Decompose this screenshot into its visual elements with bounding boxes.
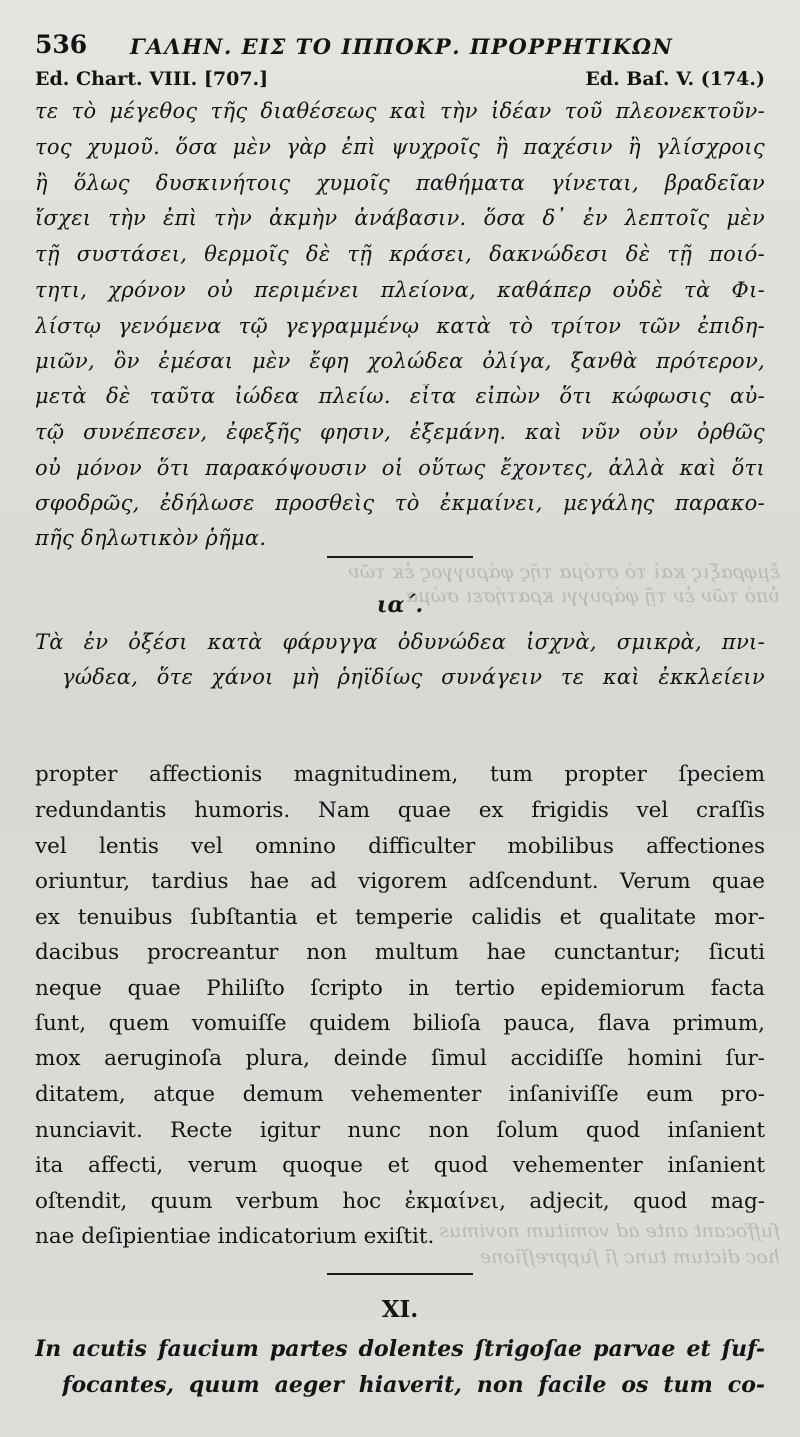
greek-line: τῇ συστάσει, θερμοῖς δὲ τῇ κράσει, δακνώδεσι δὲ τῇ ποιό- <box>35 242 765 266</box>
latin-line: ex tenuibus ſubſtantia et temperie calidis et qualitate mor- <box>35 905 765 930</box>
latin-lemma-line: In acutis faucium partes dolentes ſtrigoſae parvae et ſuf- <box>35 1336 765 1362</box>
latin-line: nunciavit. Recte igitur nunc non ſolum quod inſanient <box>35 1118 765 1143</box>
section-divider <box>327 556 473 558</box>
section-divider <box>327 1273 473 1275</box>
greek-line: λίστῳ γενόμενα τῷ γεγραμμένῳ κατὰ τὸ τρίτον τῶν ἐπιδη- <box>35 314 765 338</box>
greek-line: ἴσχει τὴν ἐπὶ τὴν ἀκμὴν ἀνάβασιν. ὅσα δ᾽ ἐν λεπτοῖς μὲν <box>35 206 765 230</box>
latin-line: propter affectionis magnitudinem, tum propter ſpeciem <box>35 762 765 787</box>
page-header <box>35 30 765 66</box>
bleed-through-text: ἔμφραξις καὶ τὸ στόμα τῆς φάρυγγος ἐκ τῶν ὑπὸ τῶν ἐν τῇ φάρυγγι κρατήσει σώμα <box>348 561 780 607</box>
greek-line: τος χυμοῦ. ὅσα μὲν γὰρ ἐπὶ ψυχροῖς ἢ παχέσιν ἢ γλίσχροις <box>35 135 765 159</box>
latin-line: ditatem, atque demum vehementer inſaniviſſe eum pro- <box>35 1082 765 1107</box>
greek-section-number: ια΄. <box>376 592 424 618</box>
page-number: 536 <box>35 30 88 59</box>
greek-line: τε τὸ μέγεθος τῆς διαθέσεως καὶ τὴν ἰδέαν τοῦ πλεονεκτοῦν- <box>35 99 765 123</box>
greek-line: μετὰ δὲ ταῦτα ἰώδεα πλείω. εἶτα εἰπὼν ὅτι κώφωσις αὐ- <box>35 384 765 408</box>
greek-line: ἢ ὅλως δυσκινήτοις χυμοῖς παθήματα γίνεται, βραδεῖαν <box>35 171 765 195</box>
latin-lemma-line: focantes, quum aeger hiaverit, non facile os tum co- <box>62 1372 765 1398</box>
greek-line: τητι, χρόνον οὐ περιμένει πλείονα, καθάπερ οὐδὲ τὰ Φι- <box>35 278 765 302</box>
latin-line: neque quae Philiſto ſcripto in tertio epidemiorum facta <box>35 976 765 1001</box>
greek-line: πῆς δηλωτικὸν ῥῆμα. <box>35 526 267 550</box>
edition-reference-right: Ed. Baſ. V. (174.) <box>585 68 765 90</box>
greek-line: οὐ μόνον ὅτι παρακόψουσιν οἱ οὕτως ἔχοντες, ἀλλὰ καὶ ὅτι <box>35 456 765 480</box>
bleed-through-text: ſuffocant ante ad vomitum novimus hoc dictum tunc ſi ſuppreſſione <box>439 1220 780 1268</box>
latin-line: redundantis humoris. Nam quae ex frigidis vel craſſis <box>35 798 765 823</box>
latin-line: mox aeruginoſa plura, deinde ſimul accidiſſe homini ſur- <box>35 1046 765 1071</box>
greek-line: τῷ συνέπεσεν, ἐφεξῆς φησιν, ἐξεμάνη. καὶ νῦν οὖν ὀρθῶς <box>35 420 765 444</box>
greek-line: σφοδρῶς, ἐδήλωσε προσθεὶς τὸ ἐκμαίνει, μεγάλης παρακο- <box>35 491 765 515</box>
latin-line: oriuntur, tardius hae ad vigorem adſcendunt. Verum quae <box>35 869 765 894</box>
latin-line: vel lentis vel omnino difficulter mobilibus affectiones <box>35 834 765 859</box>
edition-reference-line <box>35 68 765 96</box>
greek-line: μιῶν, ὃν ἐμέσαι μὲν ἔφη χολώδεα ὀλίγα, ξανθὰ πρότερον, <box>35 349 765 373</box>
running-title: ΓΑΛΗΝ. ΕΙΣ ΤΟ ΙΠΠΟΚΡ. ΠΡΟΡΡΗΤΙΚΩΝ <box>130 34 674 59</box>
latin-line: oſtendit, quum verbum hoc ἐκμαίνει, adjecit, quod mag- <box>35 1189 765 1214</box>
edition-reference-left: Ed. Chart. VIII. [707.] <box>35 68 269 90</box>
greek-lemma-line: γώδεα, ὅτε χάνοι μὴ ῥηϊδίως συνάγειν τε καὶ ἐκκλείειν <box>62 665 765 689</box>
latin-line: nae deſipientiae indicatorium exiſtit. <box>35 1224 435 1249</box>
latin-line: dacibus procreantur non multum hae cunctantur; ſicuti <box>35 940 765 965</box>
latin-line: ita affecti, verum quoque et quod vehementer inſanient <box>35 1153 765 1178</box>
latin-section-number: XI. <box>381 1296 419 1323</box>
latin-line: ſunt, quem vomuiſſe quidem bilioſa pauca, flava primum, <box>35 1011 765 1036</box>
greek-lemma-line: Τὰ ἐν ὀξέσι κατὰ φάρυγγα ὀδυνώδεα ἰσχνὰ, σμικρὰ, πνι- <box>35 630 765 654</box>
